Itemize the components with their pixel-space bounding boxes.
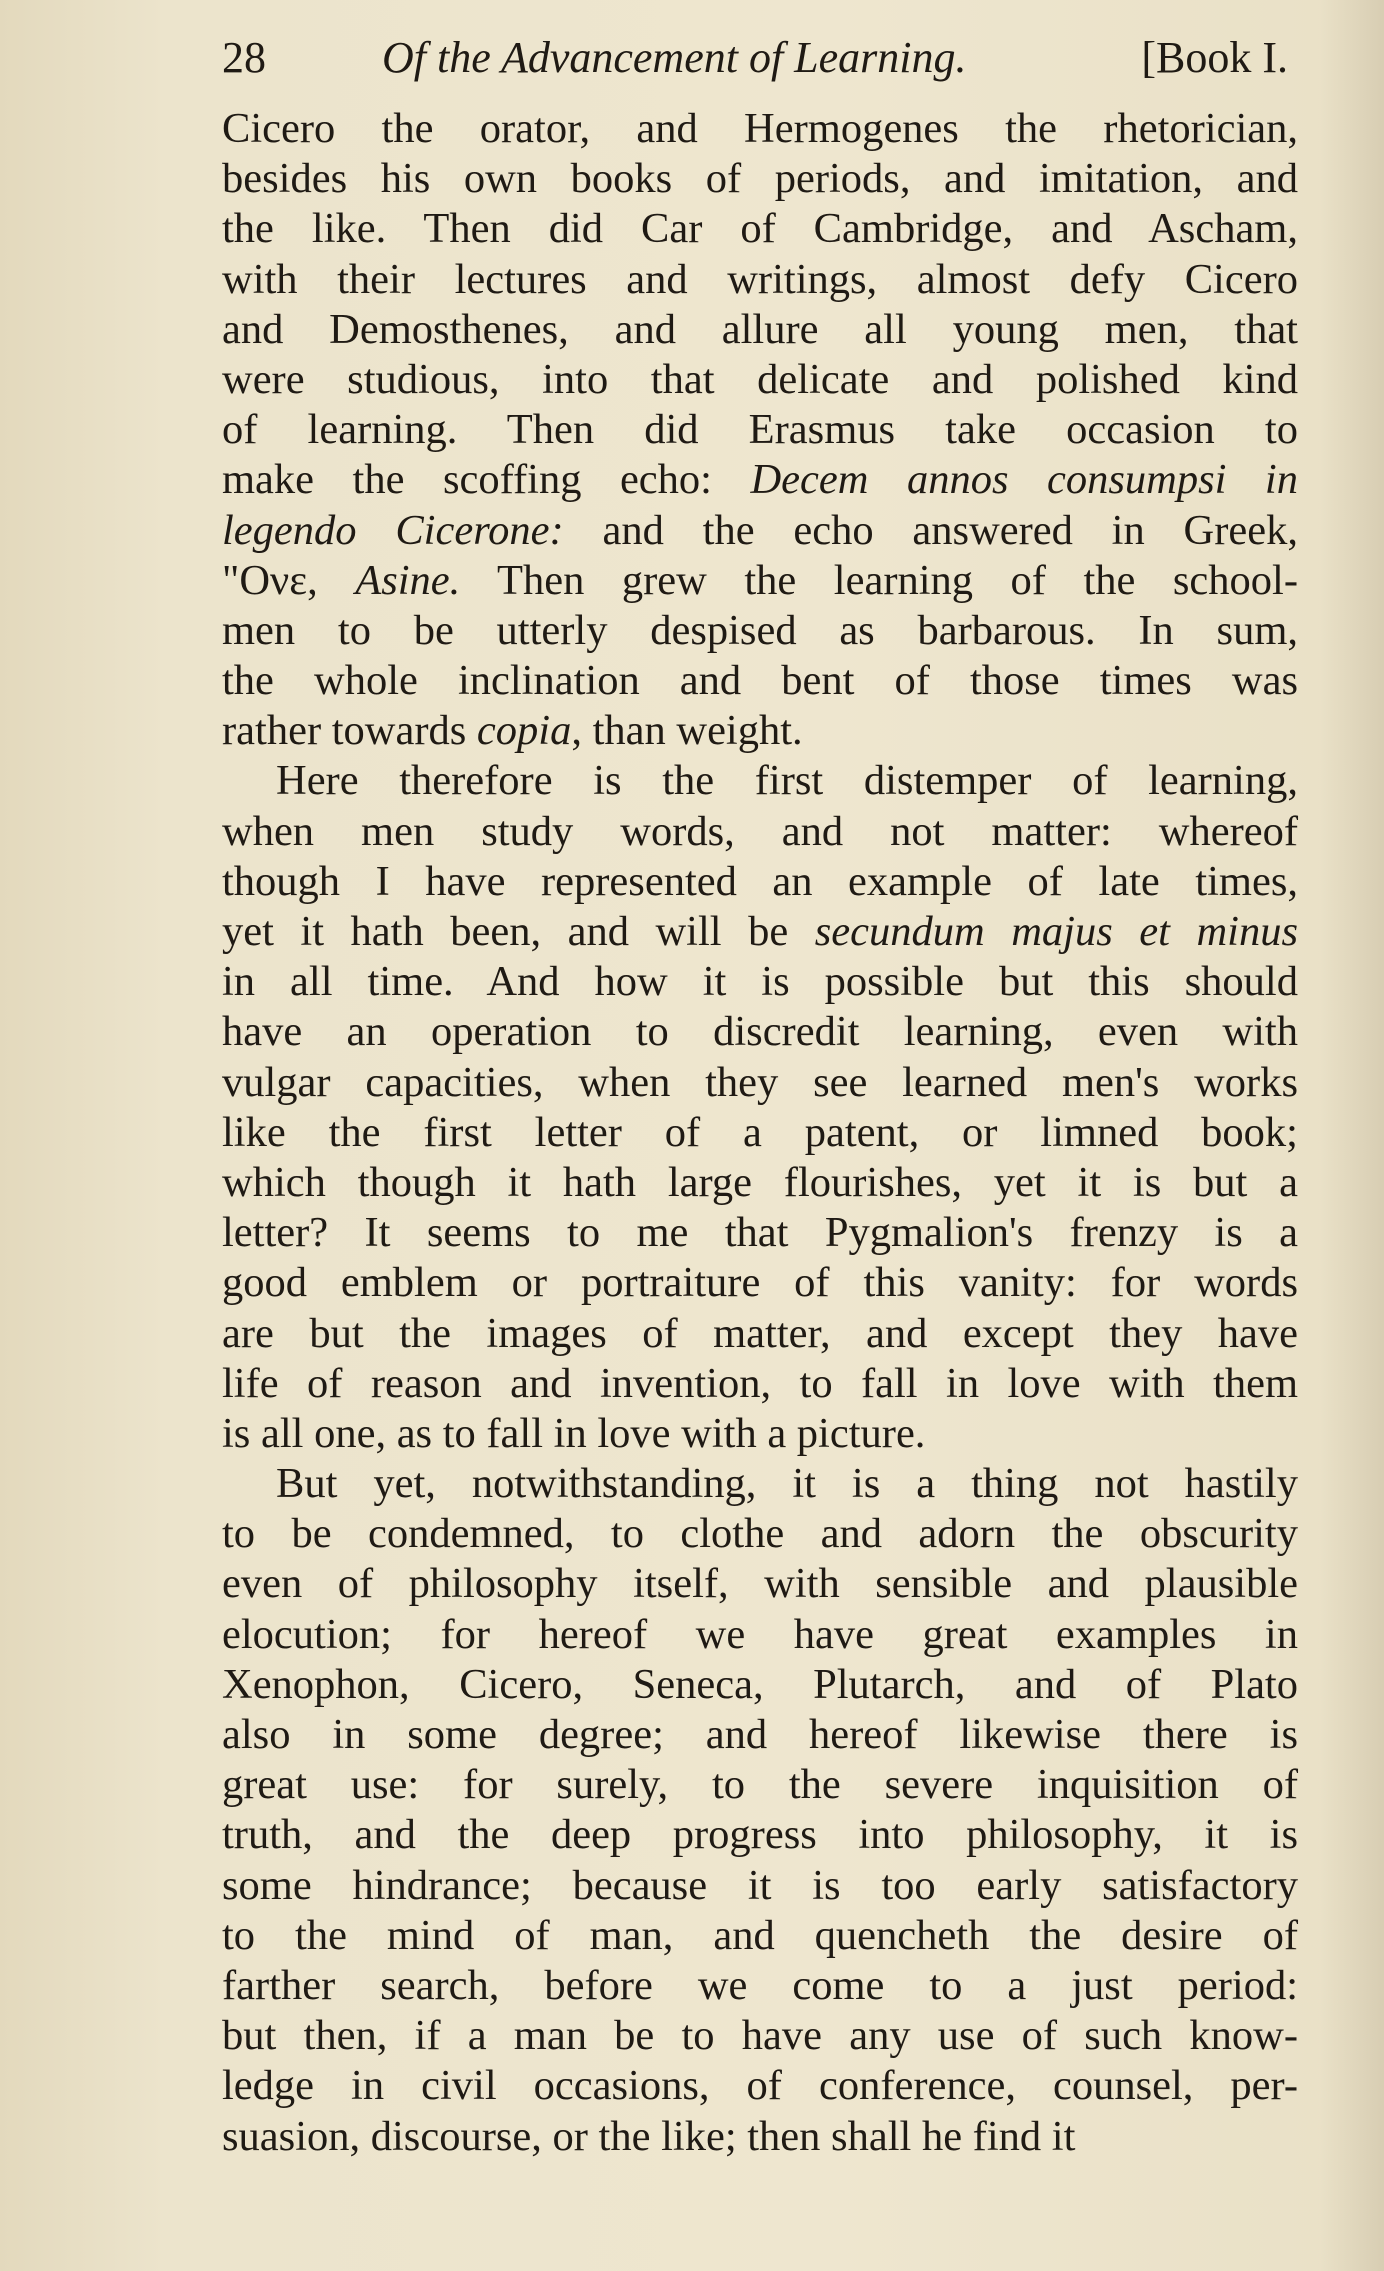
text-line — [222, 1309, 1298, 1359]
text-line — [222, 1459, 1298, 1509]
italic-text: legendo Cicerone: — [222, 506, 564, 554]
text-line — [222, 204, 1298, 254]
text-segment: besides his own books of periods, and imitation, and — [222, 155, 1298, 203]
text-line — [222, 2112, 1298, 2162]
text-line — [222, 255, 1298, 305]
text-segment: make the scoffing echo: — [222, 456, 751, 504]
text-line — [222, 305, 1298, 355]
text-line — [222, 405, 1298, 455]
text-line — [222, 706, 1298, 756]
text-line — [222, 1058, 1298, 1108]
text-segment: to be condemned, to clothe and adorn the obscurity — [222, 1510, 1298, 1558]
text-segment: with their lectures and writings, almost defy Cicero — [222, 255, 1298, 303]
italic-text: Asine. — [355, 556, 461, 604]
text-segment: elocution; for hereof we have great examples in — [222, 1610, 1298, 1658]
text-segment: men to be utterly despised as barbarous. In sum, — [222, 606, 1298, 654]
text-line — [222, 154, 1298, 204]
body-text — [222, 104, 1298, 2162]
paragraph — [222, 1459, 1298, 2162]
text-segment: to the mind of man, and quencheth the desire of — [222, 1911, 1298, 1959]
text-segment: and the echo answered in Greek, — [563, 506, 1298, 554]
text-segment: have an operation to discredit learning, even with — [222, 1008, 1298, 1056]
text-segment: yet it hath been, and will be — [222, 908, 815, 955]
text-line — [222, 506, 1298, 556]
text-line — [222, 1559, 1298, 1609]
text-segment: of learning. Then did Erasmus take occasion to — [222, 406, 1298, 454]
text-line — [222, 1258, 1298, 1308]
text-line — [222, 1810, 1298, 1860]
text-line — [222, 1158, 1298, 1208]
text-line — [222, 104, 1298, 154]
italic-text: Decem annos consumpsi in — [750, 456, 1298, 504]
text-line — [222, 355, 1298, 405]
text-line — [222, 1359, 1298, 1409]
text-segment: suasion, discourse, or the like; then shall he find it — [222, 2112, 1076, 2160]
text-segment: Cicero the orator, and Hermogenes the rhetorician, — [222, 105, 1298, 152]
text-line — [222, 455, 1298, 505]
running-title: Of the Advancement of Learning. — [382, 33, 967, 82]
text-segment: were studious, into that delicate and polished kind — [222, 355, 1298, 403]
text-line — [222, 1961, 1298, 2011]
text-segment: some hindrance; because it is too early satisfactory — [222, 1861, 1298, 1909]
paragraph — [222, 756, 1298, 1459]
text-line — [222, 1409, 1298, 1459]
text-segment: also in some degree; and hereof likewise there is — [222, 1711, 1298, 1758]
text-line — [222, 1861, 1298, 1911]
page-number: 28 — [222, 33, 266, 82]
text-line — [222, 1509, 1298, 1559]
text-line — [222, 1007, 1298, 1057]
text-segment: and Demosthenes, and allure all young men, that — [222, 305, 1298, 353]
text-segment: great use: for surely, to the severe inquisition of — [222, 1761, 1298, 1809]
text-segment: farther search, before we come to a just period: — [222, 1961, 1298, 2009]
text-segment: Xenophon, Cicero, Seneca, Plutarch, and of Plato — [222, 1660, 1298, 1708]
text-segment: but then, if a man be to have any use of such know- — [222, 2012, 1298, 2060]
text-line — [222, 556, 1298, 606]
text-segment: "Ονε, — [222, 556, 356, 604]
text-segment: like the first letter of a patent, or limned book; — [222, 1108, 1298, 1156]
text-segment: life of reason and invention, to fall in love with them — [222, 1359, 1298, 1407]
text-line — [222, 756, 1298, 806]
text-line — [222, 606, 1298, 656]
text-line — [222, 807, 1298, 857]
text-line — [222, 1610, 1298, 1660]
text-segment: vulgar capacities, when they see learned men's works — [222, 1058, 1298, 1106]
text-segment: Here therefore is the first distemper of learning, — [276, 757, 1298, 805]
text-line — [222, 957, 1298, 1007]
paragraph — [222, 104, 1298, 756]
text-line — [222, 857, 1298, 907]
text-segment: are but the images of matter, and except they have — [222, 1309, 1298, 1357]
text-line — [222, 1911, 1298, 1961]
running-header — [222, 28, 1292, 88]
text-line — [222, 2061, 1298, 2111]
text-segment: truth, and the deep progress into philosophy, it is — [222, 1811, 1298, 1859]
text-line — [222, 1760, 1298, 1810]
text-line — [222, 1660, 1298, 1710]
text-line — [222, 1208, 1298, 1258]
text-segment: in all time. And how it is possible but this should — [222, 958, 1298, 1006]
text-segment: , than weight. — [571, 707, 803, 755]
text-segment: when men study words, and not matter: whereof — [222, 807, 1298, 855]
text-segment: though I have represented an example of late times, — [222, 857, 1298, 905]
text-line — [222, 907, 1298, 957]
text-segment: is all one, as to fall in love with a picture. — [222, 1409, 926, 1457]
text-segment: letter? It seems to me that Pygmalion's frenzy is a — [222, 1209, 1298, 1257]
text-segment: ledge in civil occasions, of conference, counsel, per- — [222, 2062, 1298, 2110]
text-line — [222, 656, 1298, 706]
text-line — [222, 2011, 1298, 2061]
text-segment: which though it hath large flourishes, yet it is but a — [222, 1158, 1298, 1206]
italic-text: copia — [476, 707, 572, 755]
text-segment: good emblem or portraiture of this vanity: for words — [222, 1259, 1298, 1307]
text-segment: Then grew the learning of the school- — [460, 556, 1298, 604]
text-segment: the whole inclination and bent of those times was — [222, 657, 1298, 705]
text-segment: the like. Then did Car of Cambridge, and Ascham, — [222, 205, 1298, 253]
text-segment: rather towards — [222, 707, 477, 755]
page-edge-shadow — [1320, 0, 1384, 2271]
text-line — [222, 1710, 1298, 1760]
text-segment: But yet, notwithstanding, it is a thing not hastily — [276, 1460, 1298, 1508]
italic-text: secundum majus et minus — [814, 908, 1298, 955]
text-segment: even of philosophy itself, with sensible and plausible — [222, 1560, 1298, 1608]
book-marker: [Book I. — [1141, 33, 1288, 82]
text-line — [222, 1108, 1298, 1158]
